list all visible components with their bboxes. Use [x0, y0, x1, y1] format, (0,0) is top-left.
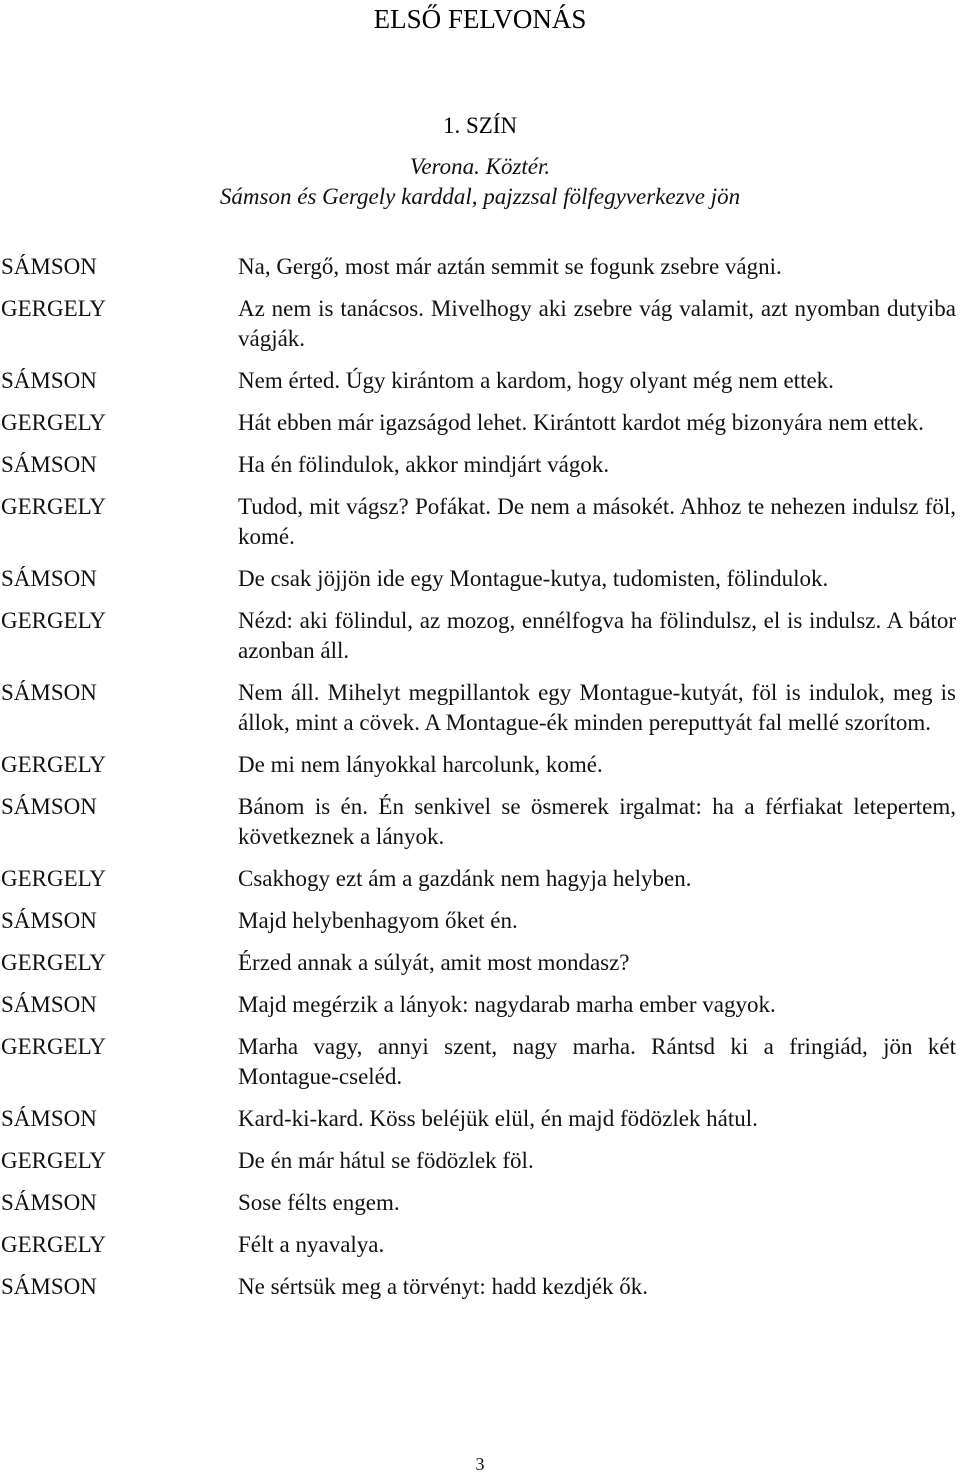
speaker-name: GERGELY: [1, 950, 107, 975]
speech-text: Félt a nyavalya.: [238, 1232, 385, 1257]
dialogue-line: [0, 1272, 960, 1302]
speaker-name: GERGELY: [1, 752, 107, 777]
speaker-name: GERGELY: [1, 1034, 107, 1059]
speaker-name: SÁMSON: [1, 566, 97, 591]
dialogue-line: [0, 1032, 960, 1092]
dialogue-line: [0, 678, 960, 738]
speaker-name: SÁMSON: [1, 1274, 97, 1299]
scene-title: 1. SZÍN: [442, 113, 518, 138]
speaker-name: SÁMSON: [1, 254, 97, 279]
dialogue-line: [0, 1188, 960, 1218]
speech-text: Hát ebben már igazságod lehet. Kirántott kardot még bizonyára nem ettek.: [238, 410, 924, 435]
dialogue-line: [0, 252, 960, 282]
dialogue-line: [0, 408, 960, 438]
speech-text: Ne sértsük meg a törvényt: hadd kezdjék ők.: [238, 1274, 649, 1299]
speaker-name: SÁMSON: [1, 452, 97, 477]
speech-text: Csakhogy ezt ám a gazdánk nem hagyja helyben.: [238, 866, 692, 891]
speaker-name: SÁMSON: [1, 1190, 97, 1215]
dialogue-line: [0, 450, 960, 480]
dialogue-line: [0, 906, 960, 936]
act-title: ELSŐ FELVONÁS: [373, 4, 587, 34]
dialogue-line: [0, 1230, 960, 1260]
speaker-name: GERGELY: [1, 608, 107, 633]
speech-text: Érzed annak a súlyát, amit most mondasz?: [238, 950, 630, 975]
dialogue-line: [0, 750, 960, 780]
dialogue-line: [0, 864, 960, 894]
speech-text: Bánom is én. Én senkivel se ösmerek irgalmat: ha a férfiakat letepertem, következnek a lányok.: [238, 794, 956, 849]
speaker-name: SÁMSON: [1, 1106, 97, 1131]
speaker-name: GERGELY: [1, 1148, 107, 1173]
speaker-name: GERGELY: [1, 296, 107, 321]
speaker-name: GERGELY: [1, 410, 107, 435]
speech-text: Marha vagy, annyi szent, nagy marha. Rántsd ki a fringiád, jön két Montague-cseléd.: [238, 1034, 956, 1089]
speech-text: Nem áll. Mihelyt megpillantok egy Montague-kutyát, föl is indulok, meg is állok, mint a cövek. A Montague-ék minden pereputtyát fal mellé szorítom.: [238, 680, 956, 735]
speech-text: Kard-ki-kard. Köss beléjük elül, én majd födözlek hátul.: [238, 1106, 758, 1131]
speech-text: Majd helybenhagyom őket én.: [238, 908, 518, 933]
speech-text: De én már hátul se födözlek föl.: [238, 1148, 534, 1173]
speech-text: De mi nem lányokkal harcolunk, komé.: [238, 752, 603, 777]
setting-description: Sámson és Gergely karddal, pajzzsal fölfegyverkezve jön: [219, 184, 741, 209]
dialogue-line: [0, 1146, 960, 1176]
speaker-name: GERGELY: [1, 1232, 107, 1257]
speech-text: Sose félts engem.: [238, 1190, 400, 1215]
stage-direction: [0, 152, 960, 212]
speaker-name: SÁMSON: [1, 680, 97, 705]
dialogue-line: [0, 948, 960, 978]
speaker-name: SÁMSON: [1, 908, 97, 933]
speaker-name: GERGELY: [1, 866, 107, 891]
speech-text: Ha én fölindulok, akkor mindjárt vágok.: [238, 452, 610, 477]
dialogue-line: [0, 1104, 960, 1134]
dialogue-line: [0, 606, 960, 666]
dialogue-line: [0, 990, 960, 1020]
dialogue-list: [0, 252, 960, 1314]
dialogue-line: [0, 492, 960, 552]
speech-text: De csak jöjjön ide egy Montague-kutya, tudomisten, fölindulok.: [238, 566, 829, 591]
dialogue-line: [0, 564, 960, 594]
speaker-name: SÁMSON: [1, 794, 97, 819]
page-number: 3: [475, 1454, 485, 1474]
speaker-name: GERGELY: [1, 494, 107, 519]
speech-text: Nem érted. Úgy kirántom a kardom, hogy olyant még nem ettek.: [238, 368, 834, 393]
dialogue-line: [0, 294, 960, 354]
dialogue-line: [0, 366, 960, 396]
speech-text: Tudod, mit vágsz? Pofákat. De nem a másokét. Ahhoz te nehezen indulsz föl, komé.: [238, 494, 956, 549]
speech-text: Na, Gergő, most már aztán semmit se fogunk zsebre vágni.: [238, 254, 782, 279]
speech-text: Majd megérzik a lányok: nagydarab marha ember vagyok.: [238, 992, 776, 1017]
setting-location: Verona. Köztér.: [409, 154, 551, 179]
speech-text: Az nem is tanácsos. Mivelhogy aki zsebre vág valamit, azt nyomban dutyiba vágják.: [238, 296, 956, 351]
dialogue-line: [0, 792, 960, 852]
speech-text: Nézd: aki fölindul, az mozog, ennélfogva ha fölindulsz, el is indulsz. A bátor azonban áll.: [238, 608, 956, 663]
speaker-name: SÁMSON: [1, 992, 97, 1017]
speaker-name: SÁMSON: [1, 368, 97, 393]
